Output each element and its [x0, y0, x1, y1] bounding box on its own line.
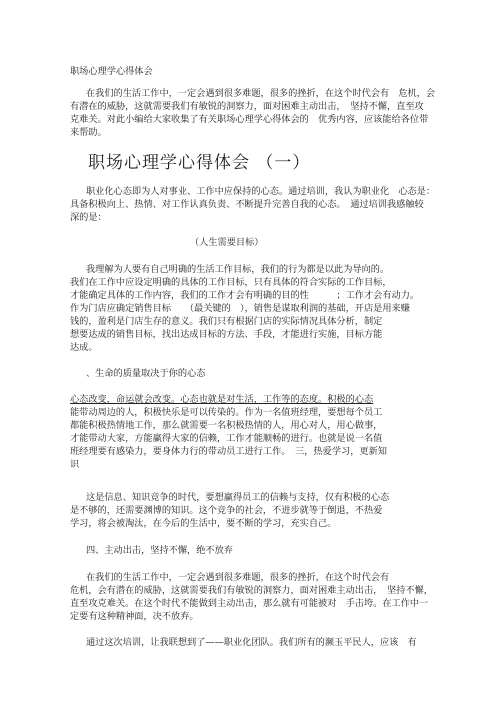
para5-line-4: 定要有这种精神面，决不放弃。: [70, 611, 199, 622]
document-title: 职场心理学心得体会: [70, 66, 153, 77]
intro-line-3: 克难关。对此小编给大家收集了有关职场心理学心得体会的 优秀内容，应该能给各位带: [70, 114, 429, 125]
para4-line-3: 学习，将会被淘汰，在今后的生活中，要不断的学习，充实自己。: [70, 518, 337, 529]
para2-line-4: 作为门店应确定销售目标 （最关键的 ），销售是谋取利润的基础，开店是用来赚: [70, 303, 410, 314]
para1-line-1: 职业化心态即为人对事业、工作中应保持的心态。通过培训，我认为职业化 心态是：: [86, 186, 436, 197]
para2-line-5: 钱的，盈利是门店生存的意义。我们只有根据门店的实际情况具体分析，制定: [70, 316, 383, 327]
para2-line-3: 才能确定具体的工作内容，我们的工作才会有明确的目的性 ；工作才会有动力。: [70, 290, 420, 301]
para3-line-5: 班经理要有感染力，要身体力行的带动员工进行工作。 三，热爱学习，更新知: [70, 446, 387, 457]
para5-line-3: 直至攻克难关。在这个时代不能做到主动出击，那么就有可能被对 手击垮。在工作中一: [70, 598, 429, 609]
para2-line-1: 我理解为人要有自己明确的生活工作目标，我们的行为都是以此为导向的。: [86, 264, 390, 275]
para1-line-3: 深的是：: [70, 212, 107, 223]
subheading: （人生需要目标）: [190, 237, 264, 248]
para2-line-7: 达成。: [70, 342, 98, 353]
section-title: 职场心理学心得体会 （一）: [88, 153, 311, 173]
intro-line-1: 在我们的生活工作中，一定会遇到很多难题，很多的挫折，在这个时代会有 危机，会: [86, 88, 436, 99]
para3-line-2: 能带动周边的人，积极快乐是可以传染的。作为一名值班经理，要想每个员工: [70, 407, 383, 418]
heading-four: 四、主动出击，坚持不懈，绝不放弃: [86, 545, 233, 556]
para6-line-1: 通过这次培训，让我联想到了——职业化团队。我们所有的濒玉平民人，应该 有: [86, 637, 417, 648]
intro-line-2: 有潜在的威胁，这就需要我们有敏锐的洞察力，面对困难主动出击， 坚持不懈，直至攻: [70, 101, 424, 112]
intro-line-4: 来帮助。: [70, 127, 107, 138]
para4-line-1: 这是信息、知识竞争的时代，要想赢得员工的信赖与支持，仅有积极的心态: [86, 492, 390, 503]
para2-line-6: 想要达成的销售目标，找出达成目标的方法、手段，才能进行实施，目标方能: [70, 329, 383, 340]
heading-life: 、生命的质量取决于你的心态: [86, 368, 206, 379]
para3-line-6: 识: [70, 459, 80, 470]
para5-line-2: 危机，会有潜在的威胁，这就需要我们有敏锐的洞察力，面对困难主动出击， 坚持不懈，: [70, 585, 433, 596]
para1-line-2: 具备积极向上、热情、对工作认真负责、不断提升完善自我的心态。 通过培训我感触较: [70, 199, 424, 210]
para3-line-3: 都能积极热情地工作，那么就需要一名积极热情的人，用心对人，用心做事，: [70, 420, 383, 431]
para5-line-1: 在我们的生活工作中，一定会遇到很多难题，很多的挫折，在这个时代会有: [86, 572, 390, 583]
para3-line-4: 才能带动大家，方能赢得大家的信赖，工作才能顺畅的进行。也就是说一名值: [70, 433, 383, 444]
para3-line-1: 心态改变，命运就会改变。心态也就是对生活，工作等的态度。积极的心态: [70, 394, 374, 405]
para4-line-2: 是不够的，还需要渊博的知识。这个竞争的社会，不进步就等于倒退，不热爱: [70, 505, 383, 516]
para2-line-2: 我们在工作中应设定明确的具体的工作目标，只有具体的符合实际的工作目标，: [70, 277, 392, 288]
